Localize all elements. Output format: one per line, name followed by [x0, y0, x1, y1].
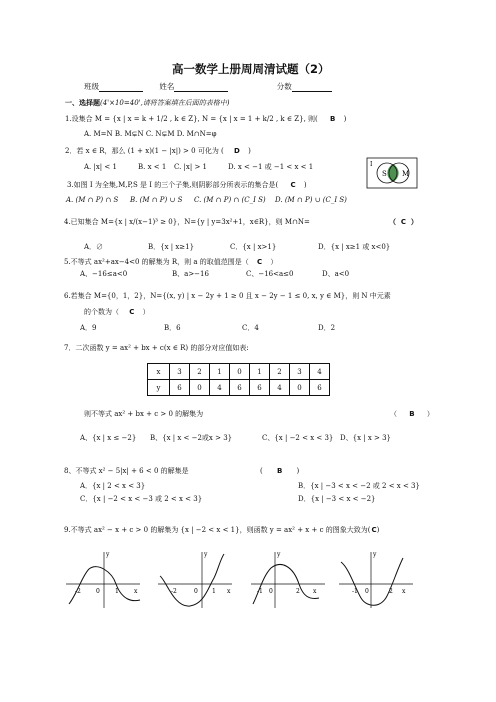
question-9	[64, 526, 379, 535]
question-5	[64, 258, 277, 267]
score-blank	[292, 84, 332, 92]
graph-b-label-x: x	[227, 588, 231, 595]
table-cell: 0	[230, 364, 250, 380]
table-row	[148, 364, 330, 380]
venn-label-m: M	[402, 170, 410, 178]
q7-close: ）	[426, 410, 434, 418]
table-cell: 6	[310, 380, 330, 396]
graph-d-label-zero: 0	[365, 588, 369, 595]
table-cell: 1	[210, 364, 230, 380]
q1-options: A. M=N B. M⊊N C. N⊊M D. M∩N=φ	[84, 130, 217, 138]
q3-answer: C	[290, 181, 296, 189]
question-1	[65, 115, 346, 124]
q5-option-d: D、a<0	[322, 270, 350, 278]
q2-stem: 2．若 x ∈ R，那么 (1 + x)(1 − |x|) > 0 可化为 (	[65, 147, 224, 155]
q6-stem2: 的个数为（	[84, 308, 119, 316]
graph-d-label-y: y	[373, 551, 377, 558]
table-cell: 4	[270, 380, 290, 396]
score-label: 分数	[276, 82, 292, 91]
q1-stem: 1.设集合 M = {x | x = k + 1/2 , k ∈ Z}, N = {x | x = 1 + k/2 , k ∈ Z}, 则(	[65, 115, 318, 123]
q3-option-c: C. (M ∩ P) ∩ (C_I S)	[194, 196, 266, 204]
question-7: 7．二次函数 y = ax² + bx + c(x ∈ R) 的部分对应值如表:	[64, 344, 249, 352]
header-line	[84, 81, 332, 92]
q4-option-b: B．{x | x≥1}	[148, 243, 195, 251]
q3-option-b: B. (M ∩ P) ∪ S	[130, 196, 183, 204]
question-2	[65, 147, 251, 156]
q6-close: ）	[142, 308, 150, 316]
q7-answer-wrap	[390, 410, 434, 419]
table-cell: 1	[250, 364, 270, 380]
graph-c-label-y: y	[277, 551, 281, 558]
table-cell: 2	[270, 364, 290, 380]
q6-option-a: A．9	[80, 324, 97, 332]
q2-answer: D	[234, 147, 240, 155]
q8-close: )	[296, 467, 300, 475]
section-note: (4'×10=40',请将答案填在后面的表格中)	[100, 99, 230, 107]
graph-b-label-pos: 1	[212, 588, 216, 595]
q6-option-d: D．2	[318, 324, 336, 332]
q2-option-d: D. x < −1 或 −1 < x < 1	[228, 163, 314, 171]
table-cell: x	[148, 364, 170, 380]
q7-answer: B	[409, 410, 415, 418]
q3-stem: 3.如图 I 为全集,M,P,S 是 I 的三个子集,则阴影部分所表示的集合是(	[67, 181, 279, 189]
q5-stem: 5.不等式 ax²+ax−4<0 的解集为 R，则 a 的取值范围是（	[64, 258, 249, 266]
question-6-cont	[84, 308, 150, 317]
q2-option-b: B. x < 1	[138, 163, 167, 171]
q5-option-c: C、−16<a≤0	[246, 270, 294, 278]
q7-option-b: B、{x | x < −2或x > 3}	[150, 434, 233, 442]
venn-label-i: I	[370, 161, 373, 168]
table-cell: 6	[170, 380, 190, 396]
graph-d-label-pos: 2	[389, 588, 393, 595]
q1-answer: B	[330, 115, 336, 123]
graph-a-label-x: x	[134, 588, 138, 595]
venn-label-s: S	[382, 170, 387, 178]
graph-c-label-x: x	[313, 588, 317, 595]
q6-answer: C	[129, 308, 135, 316]
table-cell: 0	[290, 380, 310, 396]
q7-option-c: C、{x | −2 < x < 3}	[262, 434, 334, 442]
graph-b-label-neg: -2	[171, 588, 177, 595]
q7-question: 则不等式 ax² + bx + c > 0 的解集为	[84, 410, 204, 418]
q9-close: )	[376, 526, 380, 534]
table-cell: 4	[310, 364, 330, 380]
q8-open: (	[260, 467, 263, 475]
graph-c	[249, 548, 327, 610]
q1-close: )	[343, 115, 347, 123]
graph-d-label-x: x	[402, 588, 406, 595]
graph-c-label-zero: 0	[269, 588, 273, 595]
table-cell: y	[148, 380, 170, 396]
q9-stem: 9.不等式 ax² − x + c > 0 的解集为 {x | −2 < x < 1}，则函数 y = ax² + x + c 的图象大致为(	[64, 526, 371, 534]
q4-answer: （ C ）	[389, 218, 418, 226]
graph-b-label-zero: 0	[194, 588, 198, 595]
graph-a-label-y: y	[106, 551, 110, 558]
table-cell: 3	[290, 364, 310, 380]
q5-option-b: B、a>−16	[172, 270, 209, 278]
q2-option-c: C. |x| > 1	[174, 163, 207, 171]
graph-c-label-pos: 2	[296, 588, 300, 595]
q5-answer: C	[257, 258, 263, 266]
q5-option-a: A、−16≤a<0	[80, 270, 128, 278]
q3-option-a: A. (M ∩ P) ∩ S	[66, 196, 119, 204]
table-cell: 6	[230, 380, 250, 396]
section-title: 一、选择题	[65, 99, 100, 107]
q6-option-b: B．6	[164, 324, 181, 332]
class-blank	[99, 84, 143, 92]
table-cell: 3	[170, 364, 190, 380]
q2-option-a: A. |x| < 1	[84, 163, 117, 171]
value-table	[147, 363, 330, 396]
q8-option-c: C．{x | −2 < x < −3 或 2 < x < 3}	[80, 495, 203, 503]
q6-option-c: C．4	[242, 324, 259, 332]
name-label: 姓名	[159, 82, 175, 91]
q4-option-a: A．∅	[84, 243, 104, 251]
q8-option-b: B．{x | −3 < x < −2 或 2 < x < 3}	[298, 482, 420, 490]
q3-close: )	[303, 181, 307, 189]
question-4: 4.已知集合 M={x | x/(x−1)³ ≥ 0}，N={y | y=3x²+1，x∈R}，则 M∩N=	[64, 218, 310, 226]
class-label: 班级	[84, 82, 99, 91]
q8-option-d: D．{x | −3 < x < −2}	[298, 495, 376, 503]
page-title: 高一数学上册周周清试题（2）	[172, 62, 330, 76]
graph-c-label-neg: -1	[257, 588, 263, 595]
table-cell: 6	[250, 380, 270, 396]
graph-d	[337, 548, 415, 610]
table-cell: 4	[210, 380, 230, 396]
graph-b	[156, 548, 234, 610]
table-cell: 0	[190, 380, 210, 396]
q4-option-c: C．{x | x>1}	[230, 243, 277, 251]
section-heading	[65, 99, 230, 108]
q8-answer: B	[276, 467, 283, 475]
graph-a-label-neg: -2	[75, 588, 81, 595]
question-6: 6.若集合 M={0，1，2}，N={(x, y) | x − 2y + 1 ≥ 0 且 x − 2y − 1 ≤ 0, x, y ∈ M}，则 N 中元素	[64, 292, 391, 300]
question-3	[67, 181, 307, 190]
q4-option-d: D．{x | x≥1 或 x<0}	[318, 243, 391, 251]
q3-option-d: D. (M ∩ P) ∪ (C_I S)	[275, 196, 347, 204]
q7-option-a: A、{x | x ≤ −2}	[80, 434, 137, 442]
graph-a-label-pos: 1	[115, 588, 119, 595]
q7-option-d: D、{x | x > 3}	[340, 434, 391, 442]
graph-a-label-zero: 0	[96, 588, 100, 595]
q8-option-a: A．{x | 2 < x < 3}	[80, 482, 146, 490]
q9-answer: C	[371, 526, 377, 534]
question-8: 8、不等式 x² − 5|x| + 6 < 0 的解集是	[64, 467, 189, 475]
q5-close: ）	[270, 258, 278, 266]
q8-answer-wrap	[260, 467, 299, 476]
table-row	[148, 380, 330, 396]
graph-d-label-neg: -1	[352, 588, 358, 595]
name-blank	[174, 84, 228, 92]
q2-close: )	[248, 147, 251, 155]
q7-open: （	[390, 410, 397, 418]
q4-answer-letter: C	[400, 218, 407, 226]
venn-diagram	[366, 157, 418, 189]
graph-b-label-y: y	[204, 551, 208, 558]
table-cell: 2	[190, 364, 210, 380]
graph-a	[64, 548, 142, 610]
